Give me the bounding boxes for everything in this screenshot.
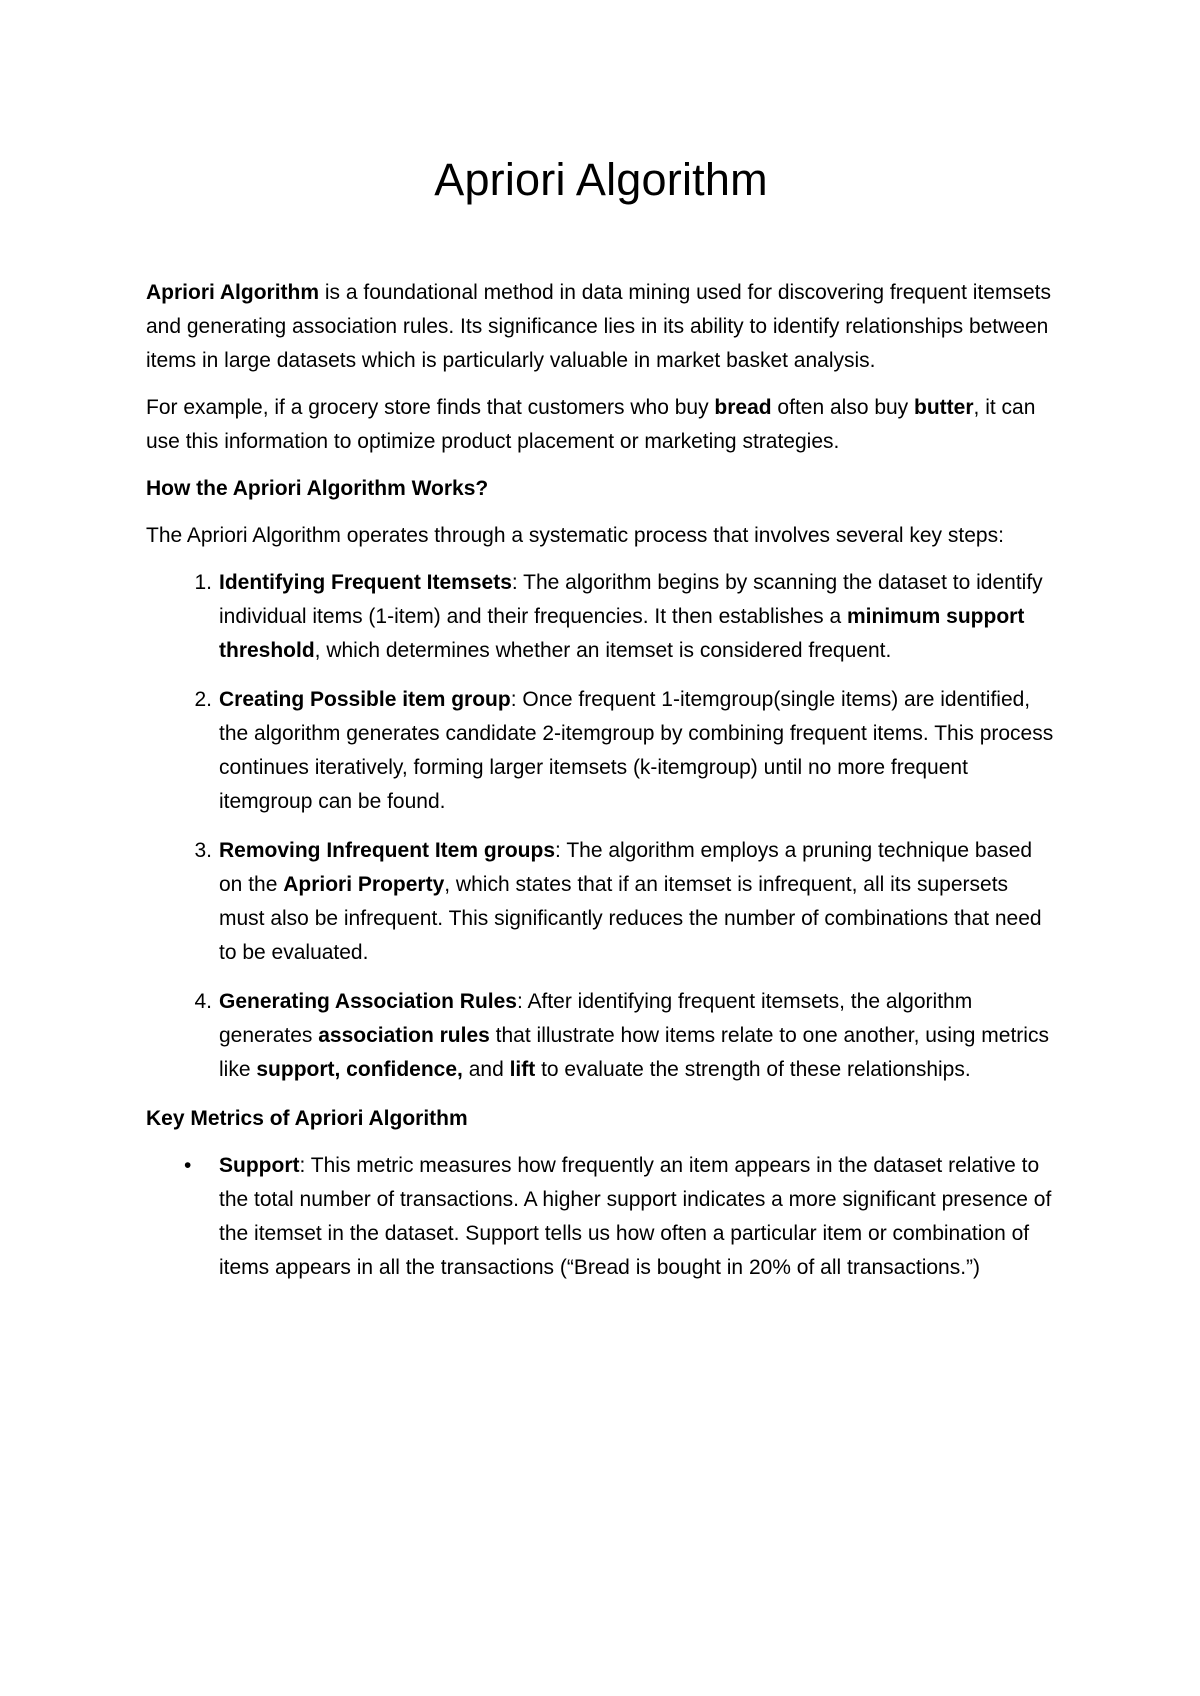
step-title: Removing Infrequent Item groups	[219, 839, 556, 862]
step-title: Generating Association Rules	[219, 990, 517, 1013]
step-text: : The algorithm begins by scanning the dataset to identify individual items (1-item) and their frequencies. It then establishes a	[219, 571, 1043, 628]
example-text-3: , it can use this information to optimize product placement or marketing strategies.	[146, 396, 1036, 453]
step-term: Apriori Property	[283, 873, 445, 896]
example-term-bread: bread	[714, 396, 772, 419]
metric-text: : This metric measures how frequently an item appears in the dataset relative to the total number of transactions. A higher support indicates a more significant presence of the itemset in the dataset. Support tells us how often a particular item or combination of items appears in all the transactions (“Bread is bought in 20% of all transactions.”)	[219, 1154, 1052, 1279]
step-title: Creating Possible item group	[219, 688, 511, 711]
intro-paragraph	[146, 276, 1056, 378]
step-text: to evaluate the strength of these relationships.	[535, 1058, 971, 1081]
steps-list	[146, 566, 1056, 1087]
example-term-butter: butter	[914, 396, 974, 419]
metric-item-support	[146, 1149, 1056, 1285]
metrics-list	[146, 1149, 1056, 1285]
step-text: : The algorithm employs a pruning technique based on the	[219, 839, 1033, 896]
how-it-works-heading: How the Apriori Algorithm Works?	[146, 477, 489, 500]
step-term: minimum support threshold	[219, 605, 1025, 662]
step-term: association rules	[318, 1024, 490, 1047]
step-number: 4.	[194, 990, 212, 1013]
step-item-2	[146, 683, 1056, 819]
step-number: 1.	[194, 571, 212, 594]
example-text-2: often also buy	[771, 396, 915, 419]
step-title: Identifying Frequent Itemsets	[219, 571, 512, 594]
step-text: , which states that if an itemset is infrequent, all its supersets must also be infrequent. This significantly reduces the number of combinations that need to be evaluated.	[219, 873, 1042, 964]
step-text: , which determines whether an itemset is considered frequent.	[314, 639, 892, 662]
step-term: support, confidence,	[256, 1058, 463, 1081]
example-text-1: For example, if a grocery store finds that customers who buy	[146, 396, 715, 419]
document-title: Apriori Algorithm	[434, 154, 768, 205]
step-item-3	[146, 834, 1056, 970]
metric-title: Support	[219, 1154, 300, 1177]
step-number: 2.	[194, 688, 212, 711]
step-term: lift	[509, 1058, 536, 1081]
how-it-works-intro: The Apriori Algorithm operates through a systematic process that involves several key steps:	[146, 524, 1004, 547]
example-paragraph	[146, 391, 1056, 459]
step-text: and	[462, 1058, 510, 1081]
intro-text: is a foundational method in data mining used for discovering frequent itemsets and generating association rules. Its significance lies in its ability to identify relationships between items in large datasets which is particularly valuable in market basket analysis.	[146, 281, 1051, 372]
step-text: that illustrate how items relate to one another, using metrics like	[219, 1024, 1049, 1081]
step-text: : Once frequent 1-itemgroup(single items) are identified, the algorithm generates candidate 2-itemgroup by combining frequent items. This process continues iteratively, forming larger itemsets (k-itemgroup) until no more frequent itemgroup can be found.	[219, 688, 1054, 813]
step-number: 3.	[194, 839, 212, 862]
key-metrics-heading: Key Metrics of Apriori Algorithm	[146, 1107, 468, 1130]
step-text: : After identifying frequent itemsets, the algorithm generates	[219, 990, 973, 1047]
step-item-1	[146, 566, 1056, 668]
step-item-4	[146, 985, 1056, 1087]
bullet-icon: •	[184, 1154, 192, 1177]
intro-lead-term: Apriori Algorithm	[146, 281, 320, 304]
